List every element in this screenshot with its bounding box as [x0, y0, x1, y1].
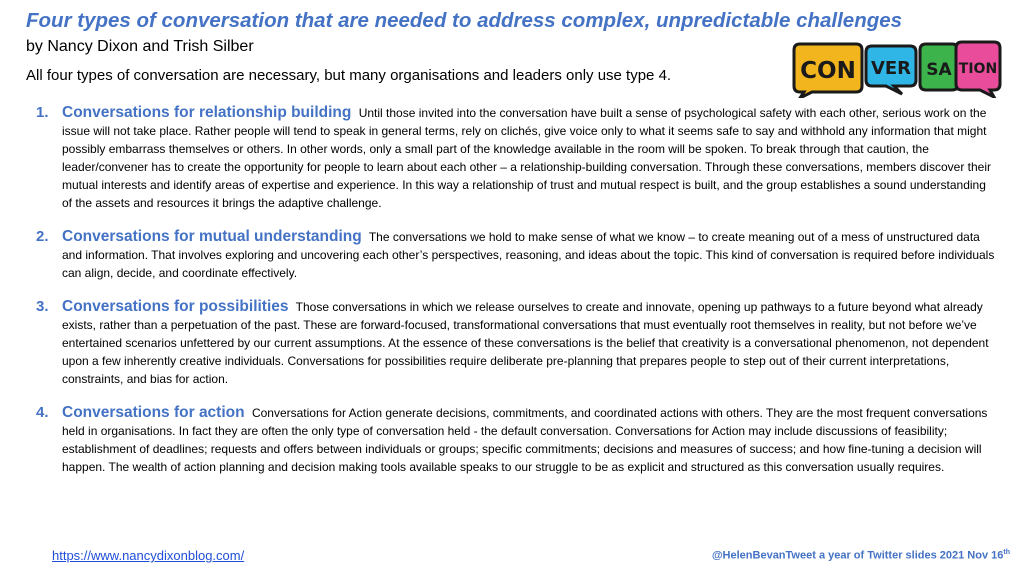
item-number: 3. [36, 298, 49, 315]
item-heading: Conversations for mutual understanding [62, 228, 362, 245]
footer-credit-sup: th [1003, 549, 1010, 556]
logo-text-sa: SA [926, 60, 952, 80]
conversation-logo [790, 40, 1002, 98]
item-number: 4. [36, 404, 49, 421]
item-highlight: psychological safety [684, 106, 792, 120]
footer-credit-text: @HelenBevanTweet a year of Twitter slides 2021 Nov 16 [711, 549, 1004, 562]
list-item-action [36, 404, 996, 476]
item-body: Until those invited into the conversation have built a sense of [358, 106, 685, 120]
logo-text-ver: VER [870, 58, 912, 79]
conversation-types-list [36, 104, 996, 492]
item-body: Those conversations in which we release ourselves to create and innovate, opening up pathways to a future beyond what already exists, rather than a perpetuation of the past. These are forward-focused, transformational conversations that must eventually root themselves in reality, but not before we’ve entertained scenarios unfettered by our current assumptions. At the essence of these conversations is the belief that creativity is a conversational phenomenon, not dependent upon a few inherently creative individuals. Conversations for possibilities require deliberate pre-planning that prepares people to step out of their current interpretations, constraints, and bias for action. [62, 300, 989, 386]
logo-text-con: CON [800, 58, 856, 84]
item-heading: Conversations for possibilities [62, 298, 289, 315]
logo-text-tion: TION [958, 61, 998, 77]
page-title: Four types of conversation that are needed to address complex, unpredictable challenges [26, 9, 903, 32]
item-body-continued: with each other, serious work on the issue will not take place. Rather people will tend to speak in general terms, rely on clichés, give voice only to what it seems safe to say and withhold any information that might possibly embarrass themselves or others. In other words, only a small part of the knowledge available in the room will be spoken. To break through that caution, the leader/convener has to create the opportunity for people to learn about each other – a relationship-building conversation. Through these conversations, members discover their mutual interests and identify areas of expertise and experience. In this way a relationship of trust and mutual respect is built, and the group establishes a sound understanding of the assets and resources it brings the adaptive challenge. [62, 106, 991, 210]
list-item-relationship [36, 104, 996, 212]
blog-link[interactable]: https://www.nancydixonblog.com/ [52, 548, 245, 563]
authors-subtitle: by Nancy Dixon and Trish Silber [26, 38, 254, 55]
logo-bubble-sa [920, 44, 958, 90]
item-number: 1. [36, 104, 49, 121]
list-item-possibilities [36, 298, 996, 388]
item-heading: Conversations for action [62, 404, 245, 421]
item-number: 2. [36, 228, 49, 245]
list-item-mutual-understanding [36, 228, 996, 282]
item-heading: Conversations for relationship building [62, 104, 352, 121]
footer-credit [712, 549, 1010, 562]
logo-bubble-con [794, 44, 862, 98]
logo-bubble-tion [956, 42, 1000, 97]
item-body: The conversations we hold to make sense of what we know – to create meaning out of a mess of unstructured data and information. That involves exploring and uncovering each other’s perspectives, reasoning, and ideas about the topic. This kind of conversation is required before individuals can align, decide, and coordinate effectively. [62, 230, 995, 280]
intro-text: All four types of conversation are necessary, but many organisations and leaders only use type 4. [26, 67, 672, 84]
logo-bubble-ver [866, 46, 916, 94]
item-body: Conversations for Action generate decisions, commitments, and coordinated actions with others. They are the most frequent conversations held in organisations. In fact they are often the only type of conversation held - the default conversation. Conversations for Action may include discussions of feasibility; establishment of deadlines; requests and offers between individuals or groups; specific commitments; decisions and measures of success; and how fine-tuning a decision will happen. The wealth of action planning and decision making tools available speaks to our struggle to be as explicit and structured as this conversation usually requires. [62, 406, 988, 474]
